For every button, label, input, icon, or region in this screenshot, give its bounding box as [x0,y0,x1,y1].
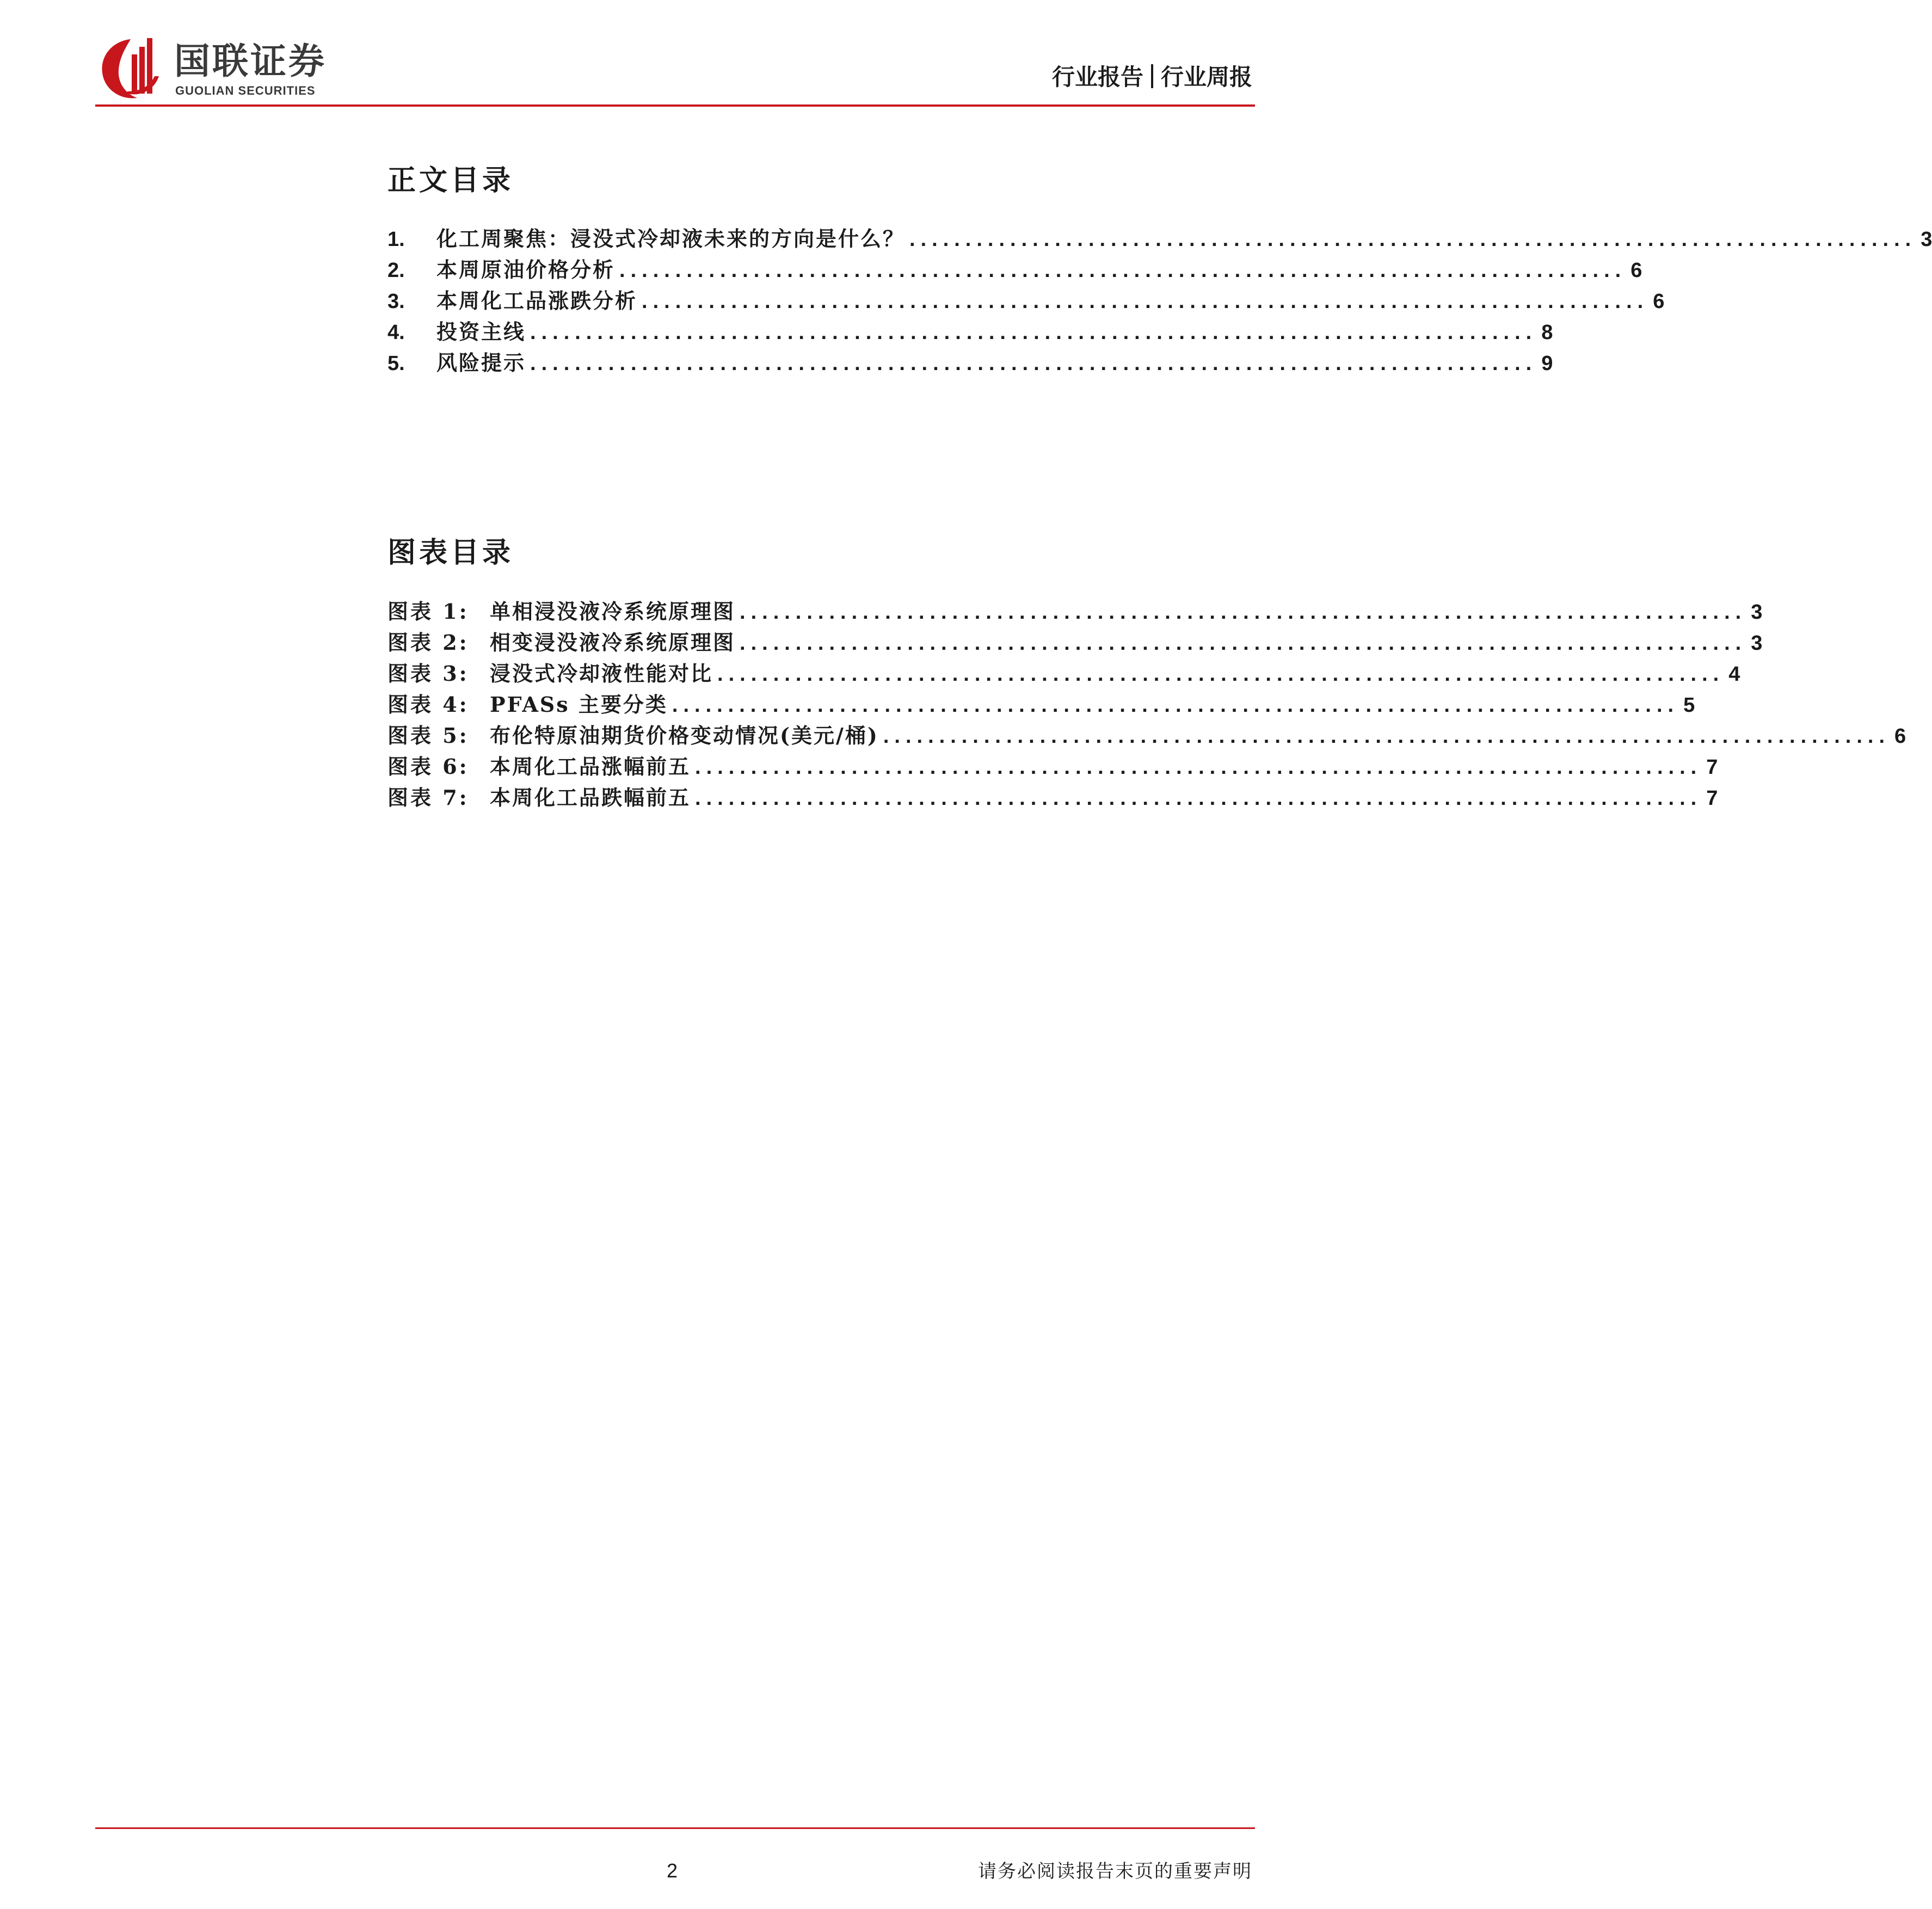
toc-entry-number: 3. [387,290,405,313]
figure-entry[interactable] [387,627,1763,658]
contents-list [387,223,1932,378]
toc-entry-page: 6 [1630,259,1642,282]
toc-entry-label: 化工周聚焦：浸没式冷却液未来的方向是什么？ [436,226,906,251]
toc-entry-number: 1. [387,228,405,251]
dot-leader: .......................................................................................... [619,259,1627,282]
logo-english-name: GUOLIAN SECURITIES [175,84,316,97]
figure-entry-number: 图表 1: [387,599,469,624]
toc-entry[interactable] [387,285,1665,316]
toc-entry-number: 5. [387,352,405,375]
dot-leader: .......................................................................................... [530,352,1537,375]
header-rule [95,104,1255,107]
dot-leader: .......................................................................................... [909,228,1917,251]
report-category [1052,64,1252,89]
figure-entry-number: 图表 5: [387,723,469,748]
figure-entry-page: 7 [1706,756,1718,779]
toc-entry[interactable] [387,254,1642,285]
report-type-label: 行业周报 [1160,64,1252,90]
figure-entry-page: 3 [1751,601,1763,624]
figures-list [387,596,1906,813]
dot-leader: .......................................................................................... [717,663,1725,686]
figure-entry-page: 5 [1683,694,1695,717]
figure-entry-label: 布伦特原油期货价格变动情况(美元/桶) [490,723,879,748]
figure-entry-label: 相变浸没液冷系统原理图 [490,630,736,655]
figure-entry-label: 本周化工品跌幅前五 [490,785,691,810]
figure-entry-label: 单相浸没液冷系统原理图 [490,599,736,624]
figure-entry-label: 本周化工品涨幅前五 [490,754,691,779]
figure-entry-page: 3 [1751,632,1763,655]
dot-leader: .......................................................................................... [695,787,1702,810]
figure-entry-page: 6 [1894,725,1906,748]
dot-leader: .......................................................................................... [642,290,1649,313]
dot-leader: .......................................................................................... [672,694,1679,717]
figure-entry[interactable] [387,720,1906,751]
toc-entry-page: 8 [1541,321,1553,344]
dot-leader: .......................................................................................... [740,601,1747,624]
figure-entry-number: 图表 7: [387,785,469,810]
toc-entry-page: 6 [1653,290,1665,313]
toc-entry[interactable] [387,223,1932,254]
dot-leader: .......................................................................................... [740,632,1747,655]
figure-entry-number: 图表 3: [387,661,469,686]
figure-entry-number: 图表 4: [387,692,469,717]
toc-entry-number: 2. [387,259,405,282]
figure-entry[interactable] [387,782,1718,813]
toc-entry-number: 4. [387,321,405,344]
footer-disclaimer: 请务必阅读报告末页的重要声明 [978,1861,1252,1882]
figure-entry-page: 7 [1706,787,1718,810]
page-number: 2 [667,1859,678,1882]
toc-entry-label: 本周化工品涨跌分析 [436,288,638,313]
figures-title: 图表目录 [387,536,514,569]
toc-entry-label: 风险提示 [436,350,526,375]
dot-leader: .......................................................................................... [883,725,1891,748]
toc-entry[interactable] [387,347,1553,378]
figure-entry-page: 4 [1728,663,1740,686]
figure-entry-number: 图表 2: [387,630,469,655]
logo-emblem-icon [98,33,163,103]
figure-entry[interactable] [387,658,1740,689]
toc-entry[interactable] [387,316,1553,347]
category-label: 行业报告 [1051,64,1143,90]
toc-entry-page: 9 [1541,352,1553,375]
header-separator [1151,64,1153,88]
figure-entry[interactable] [387,596,1763,627]
toc-entry-page: 3 [1921,228,1932,251]
figure-entry-label: PFASs 主要分类 [490,692,668,717]
footer-rule [95,1827,1255,1829]
toc-entry-label: 投资主线 [436,319,526,344]
dot-leader: .......................................................................................... [530,321,1537,344]
company-logo [98,33,343,103]
dot-leader: .......................................................................................... [695,756,1702,779]
contents-title: 正文目录 [387,164,514,197]
figure-entry-number: 图表 6: [387,754,469,779]
figure-entry[interactable] [387,689,1695,720]
toc-entry-label: 本周原油价格分析 [436,257,616,282]
figure-entry-label: 浸没式冷却液性能对比 [490,661,713,686]
logo-chinese-name: 国联证券 [174,40,327,82]
figure-entry[interactable] [387,751,1718,782]
